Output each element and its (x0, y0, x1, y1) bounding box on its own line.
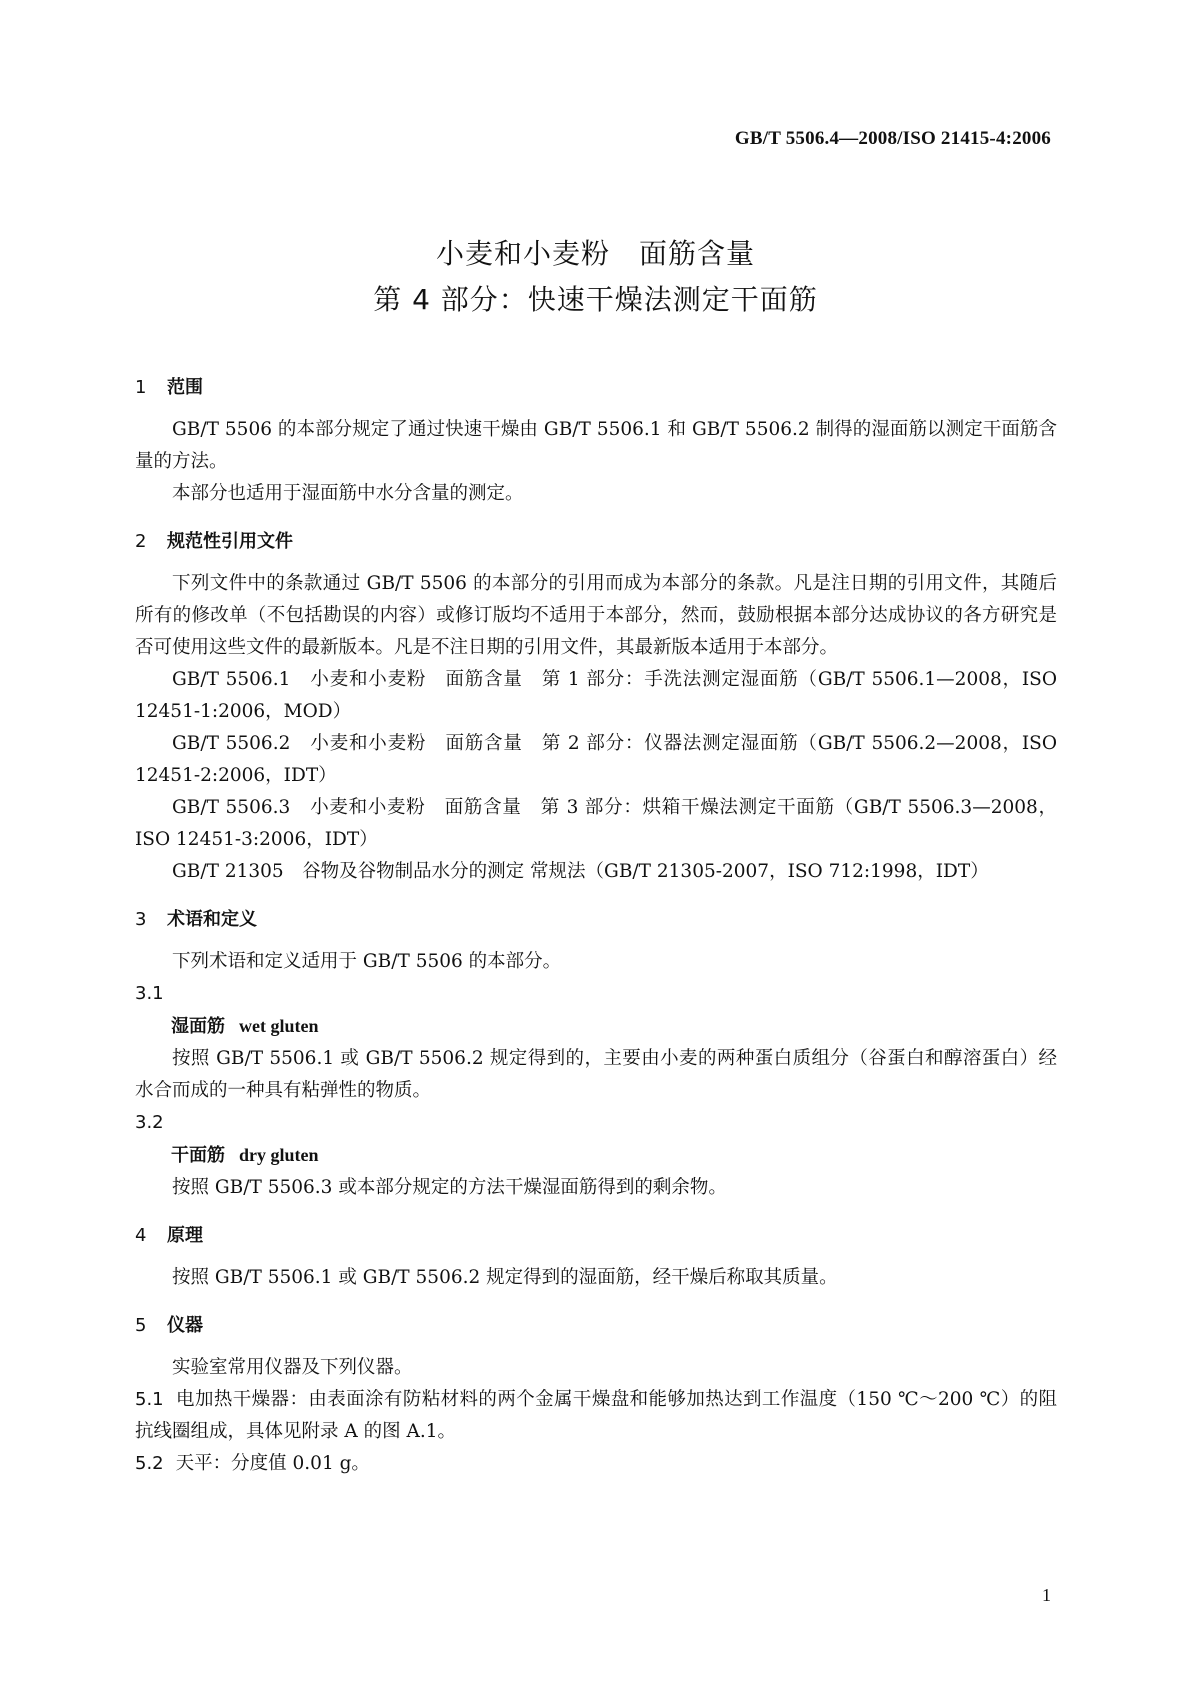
term-cn: 湿面筋 (171, 1016, 225, 1037)
item-number: 5.2 (135, 1453, 164, 1474)
section-number: 5 (135, 1315, 147, 1336)
references-intro-paragraph: 下列文件中的条款通过 GB/T 5506 的本部分的引用而成为本部分的条款。凡是注日期的引用文件，其随后所有的修改单（不包括勘误的内容）或修订版均不适用于本部分，然而，鼓励根据本部分达成协议的各方研究是否可使用这些文件的最新版本。凡是不注日期的引用文件，其最新版本适用于本部分。 (135, 573, 1057, 658)
term-number: 3.2 (135, 1112, 164, 1133)
section-title: 范围 (167, 377, 203, 398)
reference-item: GB/T 5506.3 小麦和小麦粉 面筋含量 第 3 部分：烘箱干燥法测定干面筋（GB/T 5506.3—2008，ISO 12451-3:2006，IDT） (135, 797, 1057, 850)
term-title-dry-gluten (135, 1139, 1057, 1172)
item-text: 电加热干燥器：由表面涂有防粘材料的两个金属干燥盘和能够加热达到工作温度（150 ℃～200 ℃）的阻抗线圈组成，具体见附录 A 的图 A.1。 (135, 1389, 1057, 1442)
section-number: 3 (135, 909, 147, 930)
section-heading-normative-references (135, 526, 1057, 558)
apparatus-item (135, 1384, 1057, 1448)
document-body (135, 372, 1057, 1480)
term-cn: 干面筋 (171, 1145, 225, 1166)
standard-code-header: GB/T 5506.4—2008/ISO 21415-4:2006 (734, 128, 1051, 149)
term-definition: 按照 GB/T 5506.1 或 GB/T 5506.2 规定得到的，主要由小麦的两种蛋白质组分（谷蛋白和醇溶蛋白）经水合而成的一种具有粘弹性的物质。 (135, 1048, 1057, 1101)
section-title: 术语和定义 (167, 909, 257, 930)
document-title-line1: 小麦和小麦粉 面筋含量 (435, 237, 755, 270)
item-number: 5.1 (135, 1389, 164, 1410)
term-en: dry gluten (239, 1145, 319, 1165)
section-number: 1 (135, 377, 147, 398)
reference-item: GB/T 5506.2 小麦和小麦粉 面筋含量 第 2 部分：仪器法测定湿面筋（GB/T 5506.2—2008，ISO 12451-2:2006，IDT） (135, 733, 1057, 786)
scope-paragraph-1: GB/T 5506 的本部分规定了通过快速干燥由 GB/T 5506.1 和 GB/T 5506.2 制得的湿面筋以测定干面筋含量的方法。 (135, 419, 1057, 472)
apparatus-item (135, 1448, 1057, 1480)
section-heading-apparatus (135, 1310, 1057, 1342)
section-title: 仪器 (167, 1315, 203, 1336)
reference-item: GB/T 5506.1 小麦和小麦粉 面筋含量 第 1 部分：手洗法测定湿面筋（GB/T 5506.1—2008，ISO 12451-1:2006，MOD） (135, 669, 1057, 722)
section-heading-principle (135, 1220, 1057, 1252)
section-heading-scope (135, 372, 1057, 404)
page-number: 1 (1042, 1585, 1051, 1605)
reference-item: GB/T 21305 谷物及谷物制品水分的测定 常规法（GB/T 21305-2007，ISO 712:1998，IDT） (172, 861, 989, 882)
terms-intro-paragraph: 下列术语和定义适用于 GB/T 5506 的本部分。 (172, 951, 562, 972)
section-number: 2 (135, 531, 147, 552)
principle-paragraph: 按照 GB/T 5506.1 或 GB/T 5506.2 规定得到的湿面筋，经干燥后称取其质量。 (172, 1267, 838, 1288)
section-title: 规范性引用文件 (167, 531, 293, 552)
section-number: 4 (135, 1225, 147, 1246)
section-title: 原理 (167, 1225, 203, 1246)
scope-paragraph-2: 本部分也适用于湿面筋中水分含量的测定。 (172, 483, 524, 504)
item-text: 天平：分度值 0.01 g。 (175, 1453, 370, 1474)
term-definition: 按照 GB/T 5506.3 或本部分规定的方法干燥湿面筋得到的剩余物。 (172, 1177, 727, 1198)
apparatus-intro-paragraph: 实验室常用仪器及下列仪器。 (172, 1357, 413, 1378)
section-heading-terms-definitions (135, 904, 1057, 936)
term-title-wet-gluten (135, 1010, 1057, 1043)
document-title-line2: 第 4 部分：快速干燥法测定干面筋 (373, 283, 818, 316)
term-en: wet gluten (239, 1016, 319, 1036)
term-number: 3.1 (135, 983, 164, 1004)
